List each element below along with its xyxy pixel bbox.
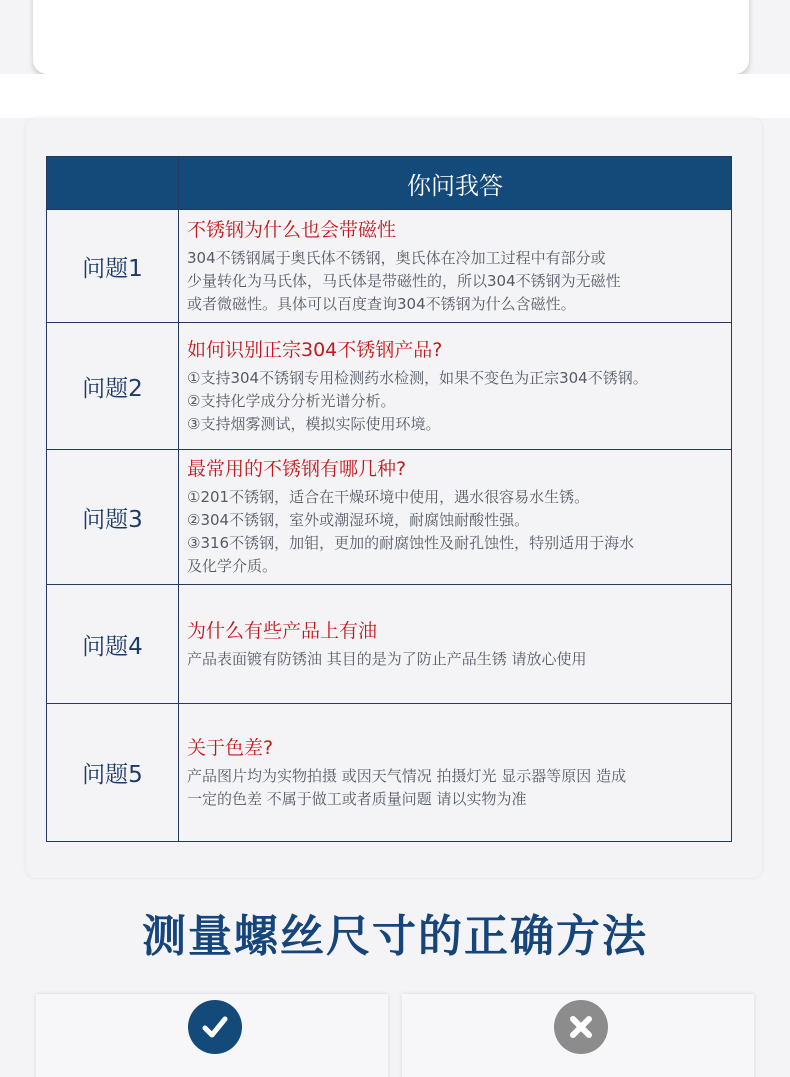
faq-answer-line: 一定的色差 不属于做工或者质量问题 请以实物为准 — [187, 789, 527, 808]
faq-answer — [179, 704, 732, 842]
faq-answer-body — [187, 247, 723, 316]
faq-answer-body — [187, 765, 723, 811]
faq-answer — [179, 450, 732, 585]
faq-answer-line: 或者微磁性。具体可以百度查询304不锈钢为什么含磁性。 — [187, 294, 576, 313]
faq-answer-line: 304不锈钢属于奥氏体不锈钢，奥氏体在冷加工过程中有部分或 — [187, 248, 606, 267]
faq-answer-title: 为什么有些产品上有油 — [187, 619, 378, 642]
faq-answer-line: ③支持烟雾测试，模拟实际使用环境。 — [187, 414, 441, 433]
faq-row — [47, 323, 732, 450]
faq-header-blank — [47, 157, 179, 210]
faq-answer — [179, 210, 732, 323]
x-icon — [554, 1000, 608, 1054]
faq-answer-title: 不锈钢为什么也会带磁性 — [187, 218, 397, 241]
faq-answer-title: 如何识别正宗304不锈钢产品? — [187, 338, 443, 361]
faq-answer — [179, 323, 732, 450]
faq-question-label: 问题2 — [47, 323, 179, 450]
faq-answer-line: 产品表面镀有防锈油 其目的是为了防止产品生锈 请放心使用 — [187, 649, 587, 668]
faq-row — [47, 450, 732, 585]
faq-answer-line: 产品图片均为实物拍摄 或因天气情况 拍摄灯光 显示器等原因 造成 — [187, 766, 627, 785]
faq-question-label: 问题1 — [47, 210, 179, 323]
product-image — [473, 0, 603, 2]
faq-answer-title: 关于色差? — [187, 736, 274, 759]
correct-method-card — [36, 994, 388, 1077]
faq-question-label: 问题3 — [47, 450, 179, 585]
product-image-card — [33, 0, 749, 74]
faq-question-label: 问题5 — [47, 704, 179, 842]
faq-answer-line: ①201不锈钢，适合在干燥环境中使用，遇水很容易水生锈。 — [187, 488, 590, 506]
faq-answer-title: 最常用的不锈钢有哪几种? — [187, 458, 407, 480]
measure-section-title: 测量螺丝尺寸的正确方法 — [142, 911, 648, 962]
faq-answer-body — [187, 648, 723, 671]
faq-row — [47, 210, 732, 323]
faq-table — [46, 156, 732, 842]
faq-answer — [179, 585, 732, 704]
faq-row — [47, 585, 732, 704]
faq-answer-body — [187, 486, 723, 578]
faq-answer-line: ①支持304不锈钢专用检测药水检测，如果不变色为正宗304不锈钢。 — [187, 368, 648, 387]
faq-answer-line: 及化学介质。 — [187, 557, 278, 575]
check-icon — [188, 1000, 242, 1054]
faq-answer-body — [187, 367, 723, 436]
faq-row — [47, 704, 732, 842]
faq-answer-line: ③316不锈钢，加钼，更加的耐腐蚀性及耐孔蚀性，特别适用于海水 — [187, 534, 635, 552]
faq-answer-line: 少量转化为马氏体，马氏体是带磁性的，所以304不锈钢为无磁性 — [187, 271, 621, 290]
faq-answer-line: ②支持化学成分分析光谱分析。 — [187, 391, 396, 410]
section-gap — [0, 74, 790, 118]
faq-answer-line: ②304不锈钢，室外或潮湿环境，耐腐蚀耐酸性强。 — [187, 511, 530, 529]
faq-title: 你问我答 — [179, 157, 732, 210]
faq-question-label: 问题4 — [47, 585, 179, 704]
wrong-method-card — [402, 994, 754, 1077]
